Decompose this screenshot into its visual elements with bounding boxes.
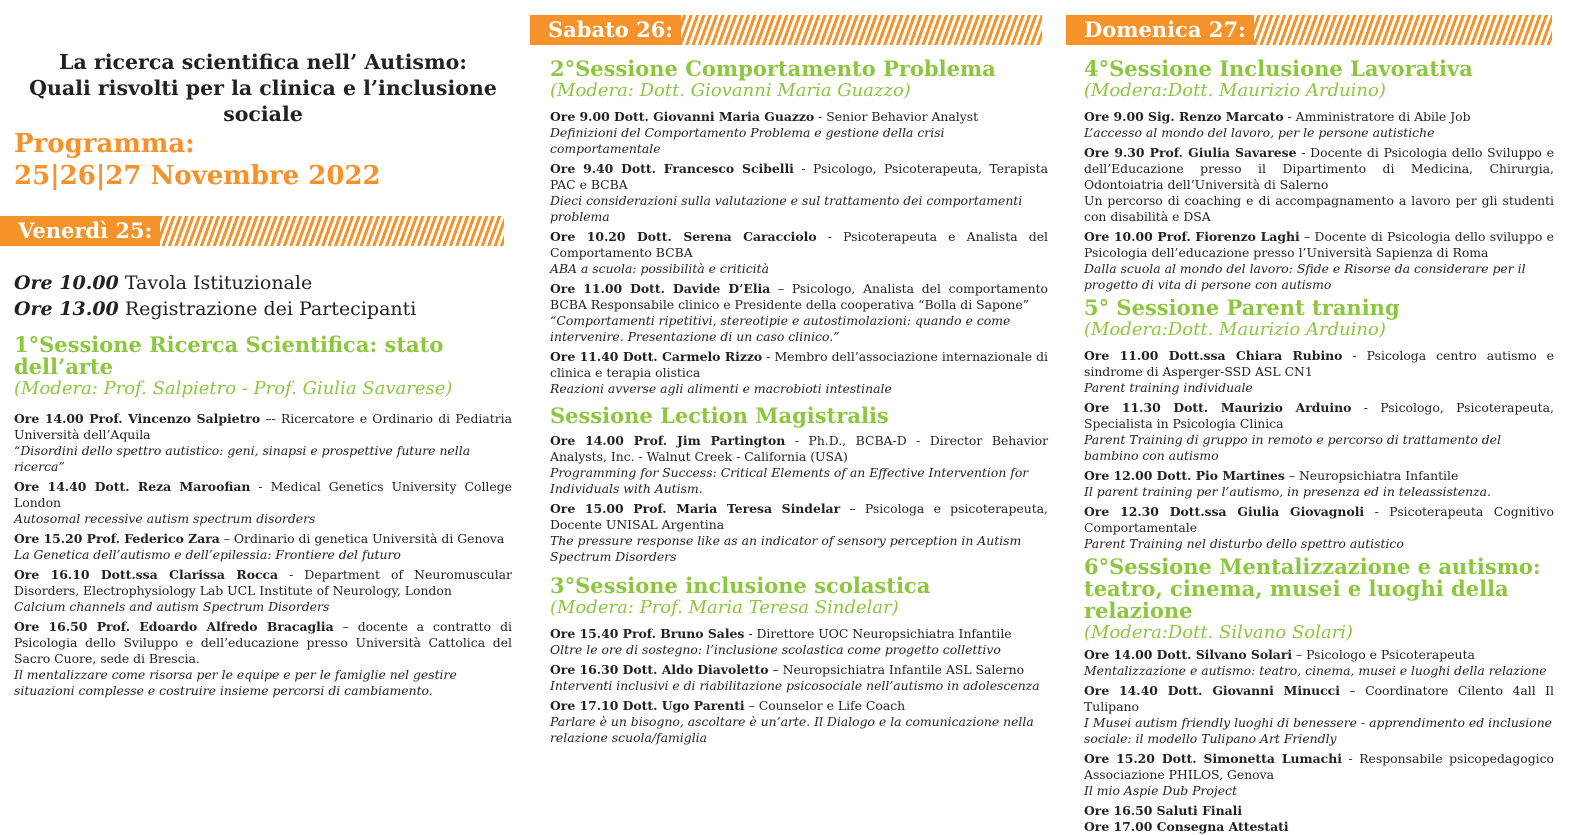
session-title: 3°Sessione inclusione scolastica (550, 573, 931, 598)
entry-talk-title: L’accesso al mondo del lavoro, per le persone autistiche (1084, 125, 1435, 140)
program-entry (14, 531, 512, 563)
entry-talk-title: La Genetica dell’autismo e dell’epilessia: Frontiere del futuro (14, 547, 401, 562)
entry-talk-title: Autosomal recessive autism spectrum disorders (14, 511, 316, 526)
entry-speaker: Ore 16.50 Prof. Edoardo Alfredo Bracaglia (14, 619, 334, 634)
entry-talk-title: Il parent training per l’autismo, in presenza ed in teleassistenza. (1084, 484, 1491, 499)
entry-talk-title: “Disordini dello spettro autistico: geni, sinapsi e prospettive future nella ricerca” (14, 443, 471, 474)
entry-talk-title: Dieci considerazioni sulla valutazione e sul trattamento dei comportamenti problema (550, 193, 1023, 224)
entry-talk-title: Calcium channels and autism Spectrum Disorders (14, 599, 330, 614)
entry-role: –- Ricercatore e Ordinario di Pediatria Università dell’Aquila (14, 411, 512, 442)
entry-speaker: Ore 15.00 Prof. Maria Teresa Sindelar (550, 501, 841, 516)
entry-talk-title: Parent Training di gruppo in remoto e percorso di trattamento del bambino con autismo (1084, 432, 1501, 463)
session-title: 1°Sessione Ricerca Scientifica: stato dell’arte (14, 332, 444, 379)
final-item: Ore 17.00 Consegna Attestati (1084, 819, 1289, 834)
entry-speaker: Ore 14.00 Prof. Jim Partington (550, 433, 786, 448)
friday-content (14, 270, 512, 703)
entry-role: – Docente di Psicologia dello sviluppo e Psicologia dell’educazione presso l’Università Sapienza di Roma (1084, 229, 1554, 260)
session-title: 6°Sessione Mentalizzazione e autismo: teatro, cinema, musei e luoghi della relazione (1084, 554, 1541, 623)
entry-speaker: Ore 14.40 Dott. Reza Maroofian (14, 479, 251, 494)
entry-role: - Psicologo, Psicoterapeuta, Specialista in Psicologia Clinica (1084, 400, 1554, 431)
entry-role: – Neuropsichiatra Infantile (1284, 468, 1459, 483)
program-entry (1084, 468, 1554, 500)
program-entry (550, 229, 1048, 277)
program-entry (14, 411, 512, 475)
entry-role: – Psicologa e psicoterapeuta, Docente UNISAL Argentina (550, 501, 1048, 532)
entry-list (1084, 647, 1554, 799)
program-entry (1084, 348, 1554, 396)
entry-role: - Psicologa centro autismo e sindrome di Asperger-SSD ASL CN1 (1084, 348, 1554, 379)
entry-role: - Senior Behavior Analyst (814, 109, 979, 124)
session-moderator: (Modera:Dott. Maurizio Arduino) (1084, 80, 1386, 101)
program-entry (1084, 229, 1554, 293)
entry-talk-title: Il mentalizzare come risorsa per le equipe e per le famiglie nel gestire situazioni complesse e costruire insieme percorsi di cambiamento. (14, 667, 457, 698)
entry-speaker: Ore 10.20 Dott. Serena Caracciolo (550, 229, 817, 244)
entry-role: - Responsabile psicopedagogico Associazione PHILOS, Genova (1084, 751, 1554, 782)
agenda-item: Ore 13.00 Registrazione dei Partecipanti (14, 298, 417, 320)
saturday-content (550, 58, 1048, 750)
day-label-sunday: Domenica 27: (1066, 15, 1254, 45)
session-moderator: (Modera:Dott. Silvano Solari) (1084, 622, 1353, 643)
entry-talk-title: Parent Training nel disturbo dello spettro autistico (1084, 536, 1404, 551)
entry-talk-title: Dalla scuola al mondo del lavoro: Sfide e Risorse da considerare per il progetto di vita di persone con autismo (1084, 261, 1526, 292)
program-entry (1084, 647, 1554, 679)
entry-role: - Direttore UOC Neuropsichiatra Infantile (744, 626, 1012, 641)
entry-speaker: Ore 9.00 Dott. Giovanni Maria Guazzo (550, 109, 815, 124)
entry-speaker: Ore 11.30 Dott. Maurizio Arduino (1084, 400, 1352, 415)
entry-speaker: Ore 14.00 Dott. Silvano Solari (1084, 647, 1293, 662)
entry-list (550, 109, 1048, 397)
entry-talk-title: Un percorso di coaching e di accompagnamento a lavoro per gli studenti con disabilità e DSA (1084, 193, 1554, 224)
program-entry (1084, 683, 1554, 747)
entry-role: - Psicoterapeuta Cognitivo Comportamentale (1084, 504, 1554, 535)
entry-role: - Medical Genetics University College London (14, 479, 512, 510)
entry-speaker: Ore 14.40 Dott. Giovanni Minucci (1084, 683, 1340, 698)
entry-talk-title: Oltre le ore di sostegno: l’inclusione scolastica come progetto collettivo (550, 642, 1001, 657)
entry-talk-title: Parlare è un bisogno, ascoltare è un’arte. Il Dialogo e la comunicazione nella relazione scuola/famiglia (550, 714, 1034, 745)
entry-list (14, 411, 512, 699)
program-entry (550, 349, 1048, 397)
session-title: 5° Sessione Parent traning (1084, 295, 1400, 320)
entry-speaker: Ore 9.40 Dott. Francesco Scibelli (550, 161, 794, 176)
entry-role: - Department of Neuromuscular Disorders, Electrophysiology Lab UCL Institute of Neurology, London (14, 567, 512, 598)
entry-speaker: Ore 12.00 Dott. Pio Martines (1084, 468, 1285, 483)
entry-talk-title: “Comportamenti ripetitivi, stereotipie e autostimolazioni: quando e come intervenire. Presentazione di un caso clinico.” (550, 313, 1011, 344)
day-banner-sunday (1066, 15, 1552, 45)
program-entry (550, 161, 1048, 225)
program-entry (14, 479, 512, 527)
day-banner-friday (0, 216, 504, 246)
entry-talk-title: Reazioni avverse agli alimenti e macrobioti intestinale (550, 381, 892, 396)
entry-role: – Neuropsichiatra Infantile ASL Salerno (768, 662, 1025, 677)
entry-speaker: Ore 16.10 Dott.ssa Clarissa Rocca (14, 567, 279, 582)
entry-speaker: Ore 11.40 Dott. Carmelo Rizzo (550, 349, 763, 364)
entry-talk-title: The pressure response like as an indicator of sensory perception in Autism Spectrum Disorders (550, 533, 1022, 564)
entry-list (1084, 109, 1554, 293)
program-entry (1084, 109, 1554, 141)
entry-talk-title: ABA a scuola: possibilità e criticità (550, 261, 769, 276)
agenda-item: Ore 10.00 Tavola Istituzionale (14, 272, 313, 294)
day-label-saturday: Sabato 26: (530, 15, 681, 45)
program-entry (14, 619, 512, 699)
session-title: Sessione Lection Magistralis (550, 403, 889, 428)
entry-speaker: Ore 17.10 Dott. Ugo Parenti (550, 698, 745, 713)
session-moderator: (Modera:Dott. Maurizio Arduino) (1084, 319, 1386, 340)
entry-talk-title: I Musei autism friendly luoghi di benessere - apprendimento ed inclusione sociale: il modello Tulipano Art Friendly (1084, 715, 1553, 746)
session-title: 2°Sessione Comportamento Problema (550, 56, 996, 81)
entry-talk-title: Definizioni del Comportamento Problema e gestione della crisi comportamentale (550, 125, 945, 156)
entry-role: – Psicologo, Analista del comportamento BCBA Responsabile clinico e Presidente della cooperativa “Bolla di Sapone” (550, 281, 1049, 312)
entry-role: - Psicologo, Psicoterapeuta, Terapista PAC e BCBA (550, 161, 1048, 192)
entry-speaker: Ore 15.20 Dott. Simonetta Lumachi (1084, 751, 1342, 766)
entry-speaker: Ore 15.40 Prof. Bruno Sales (550, 626, 745, 641)
program-entry (550, 109, 1048, 157)
session-moderator: (Modera: Dott. Giovanni Maria Guazzo) (550, 80, 911, 101)
entry-role: - Psicoterapeuta e Analista del Comportamento BCBA (550, 229, 1048, 260)
program-entry (1084, 400, 1554, 464)
program-dates: 25|26|27 Novembre 2022 (14, 161, 381, 191)
program-heading (14, 128, 381, 192)
entry-speaker: Ore 15.20 Prof. Federico Zara (14, 531, 220, 546)
entry-speaker: Ore 10.00 Prof. Fiorenzo Laghi (1084, 229, 1300, 244)
entry-talk-title: Interventi inclusivi e di riabilitazione psicosociale nell’autismo in adolescenza (550, 678, 1040, 693)
session-moderator: (Modera: Prof. Maria Teresa Sindelar) (550, 597, 899, 618)
entry-speaker: Ore 9.00 Sig. Renzo Marcato (1084, 109, 1284, 124)
entry-talk-title: Il mio Aspie Dub Project (1084, 783, 1237, 798)
entry-role: – Psicologo e Psicoterapeuta (1292, 647, 1475, 662)
entry-role: – docente a contratto di Psicologia dello Sviluppo e dell’educazione presso Università Cattolica del Sacro Cuore, sede di Brescia. (14, 619, 512, 666)
sunday-content (1084, 58, 1554, 835)
entry-list (550, 626, 1048, 746)
entry-role: - Amministratore di Abile Job (1283, 109, 1471, 124)
entry-talk-title: Mentalizzazione e autismo: teatro, cinema, musei e luoghi della relazione (1084, 663, 1547, 678)
entry-speaker: Ore 11.00 Dott.ssa Chiara Rubino (1084, 348, 1343, 363)
program-title (14, 49, 512, 127)
entry-speaker: Ore 11.00 Dott. Davide D’Elia (550, 281, 771, 296)
entry-speaker: Ore 14.00 Prof. Vincenzo Salpietro (14, 411, 261, 426)
entry-list (550, 433, 1048, 565)
title-line-1: La ricerca scientifica nell’ Autismo: (59, 50, 467, 74)
program-entry (550, 281, 1048, 345)
program-entry (1084, 504, 1554, 552)
entry-list (1084, 348, 1554, 552)
programma-label: Programma: (14, 129, 195, 159)
entry-role: – Counselor e Life Coach (744, 698, 906, 713)
program-entry (550, 698, 1048, 746)
program-entry (1084, 751, 1554, 799)
entry-speaker: Ore 16.30 Dott. Aldo Diavoletto (550, 662, 769, 677)
program-entry (14, 567, 512, 615)
entry-talk-title: Parent training individuale (1084, 380, 1253, 395)
entry-speaker: Ore 12.30 Dott.ssa Giulia Giovagnoli (1084, 504, 1365, 519)
session-title: 4°Sessione Inclusione Lavorativa (1084, 56, 1473, 81)
entry-role: - Docente di Psicologia dello Sviluppo e dell’Educazione presso il Dipartimento di Medicina, Chirurgia, Odontoiatria dell’Università di Salerno (1084, 145, 1554, 192)
entry-role: - Membro dell’associazione internazionale di clinica e terapia olistica (550, 349, 1048, 380)
program-entry (550, 626, 1048, 658)
title-line-2: Quali risvolti per la clinica e l’inclusione sociale (29, 76, 497, 126)
final-item: Ore 16.50 Saluti Finali (1084, 803, 1243, 818)
entry-talk-title: Programming for Success: Critical Elements of an Effective Intervention for Individuals with Autism. (550, 465, 1029, 496)
entry-role: – Coordinatore Cilento 4all Il Tulipano (1084, 683, 1554, 714)
program-entry (1084, 145, 1554, 225)
session-moderator: (Modera: Prof. Salpietro - Prof. Giulia Savarese) (14, 378, 453, 399)
entry-role: – Ordinario di genetica Università di Genova (219, 531, 505, 546)
day-banner-saturday (530, 15, 1042, 45)
day-label-friday: Venerdì 25: (0, 216, 160, 246)
program-entry (550, 501, 1048, 565)
program-entry (550, 662, 1048, 694)
entry-speaker: Ore 9.30 Prof. Giulia Savarese (1084, 145, 1297, 160)
entry-role: - Ph.D., BCBA-D - Director Behavior Analysts, Inc. - Walnut Creek - California (USA) (550, 433, 1048, 464)
program-entry (550, 433, 1048, 497)
